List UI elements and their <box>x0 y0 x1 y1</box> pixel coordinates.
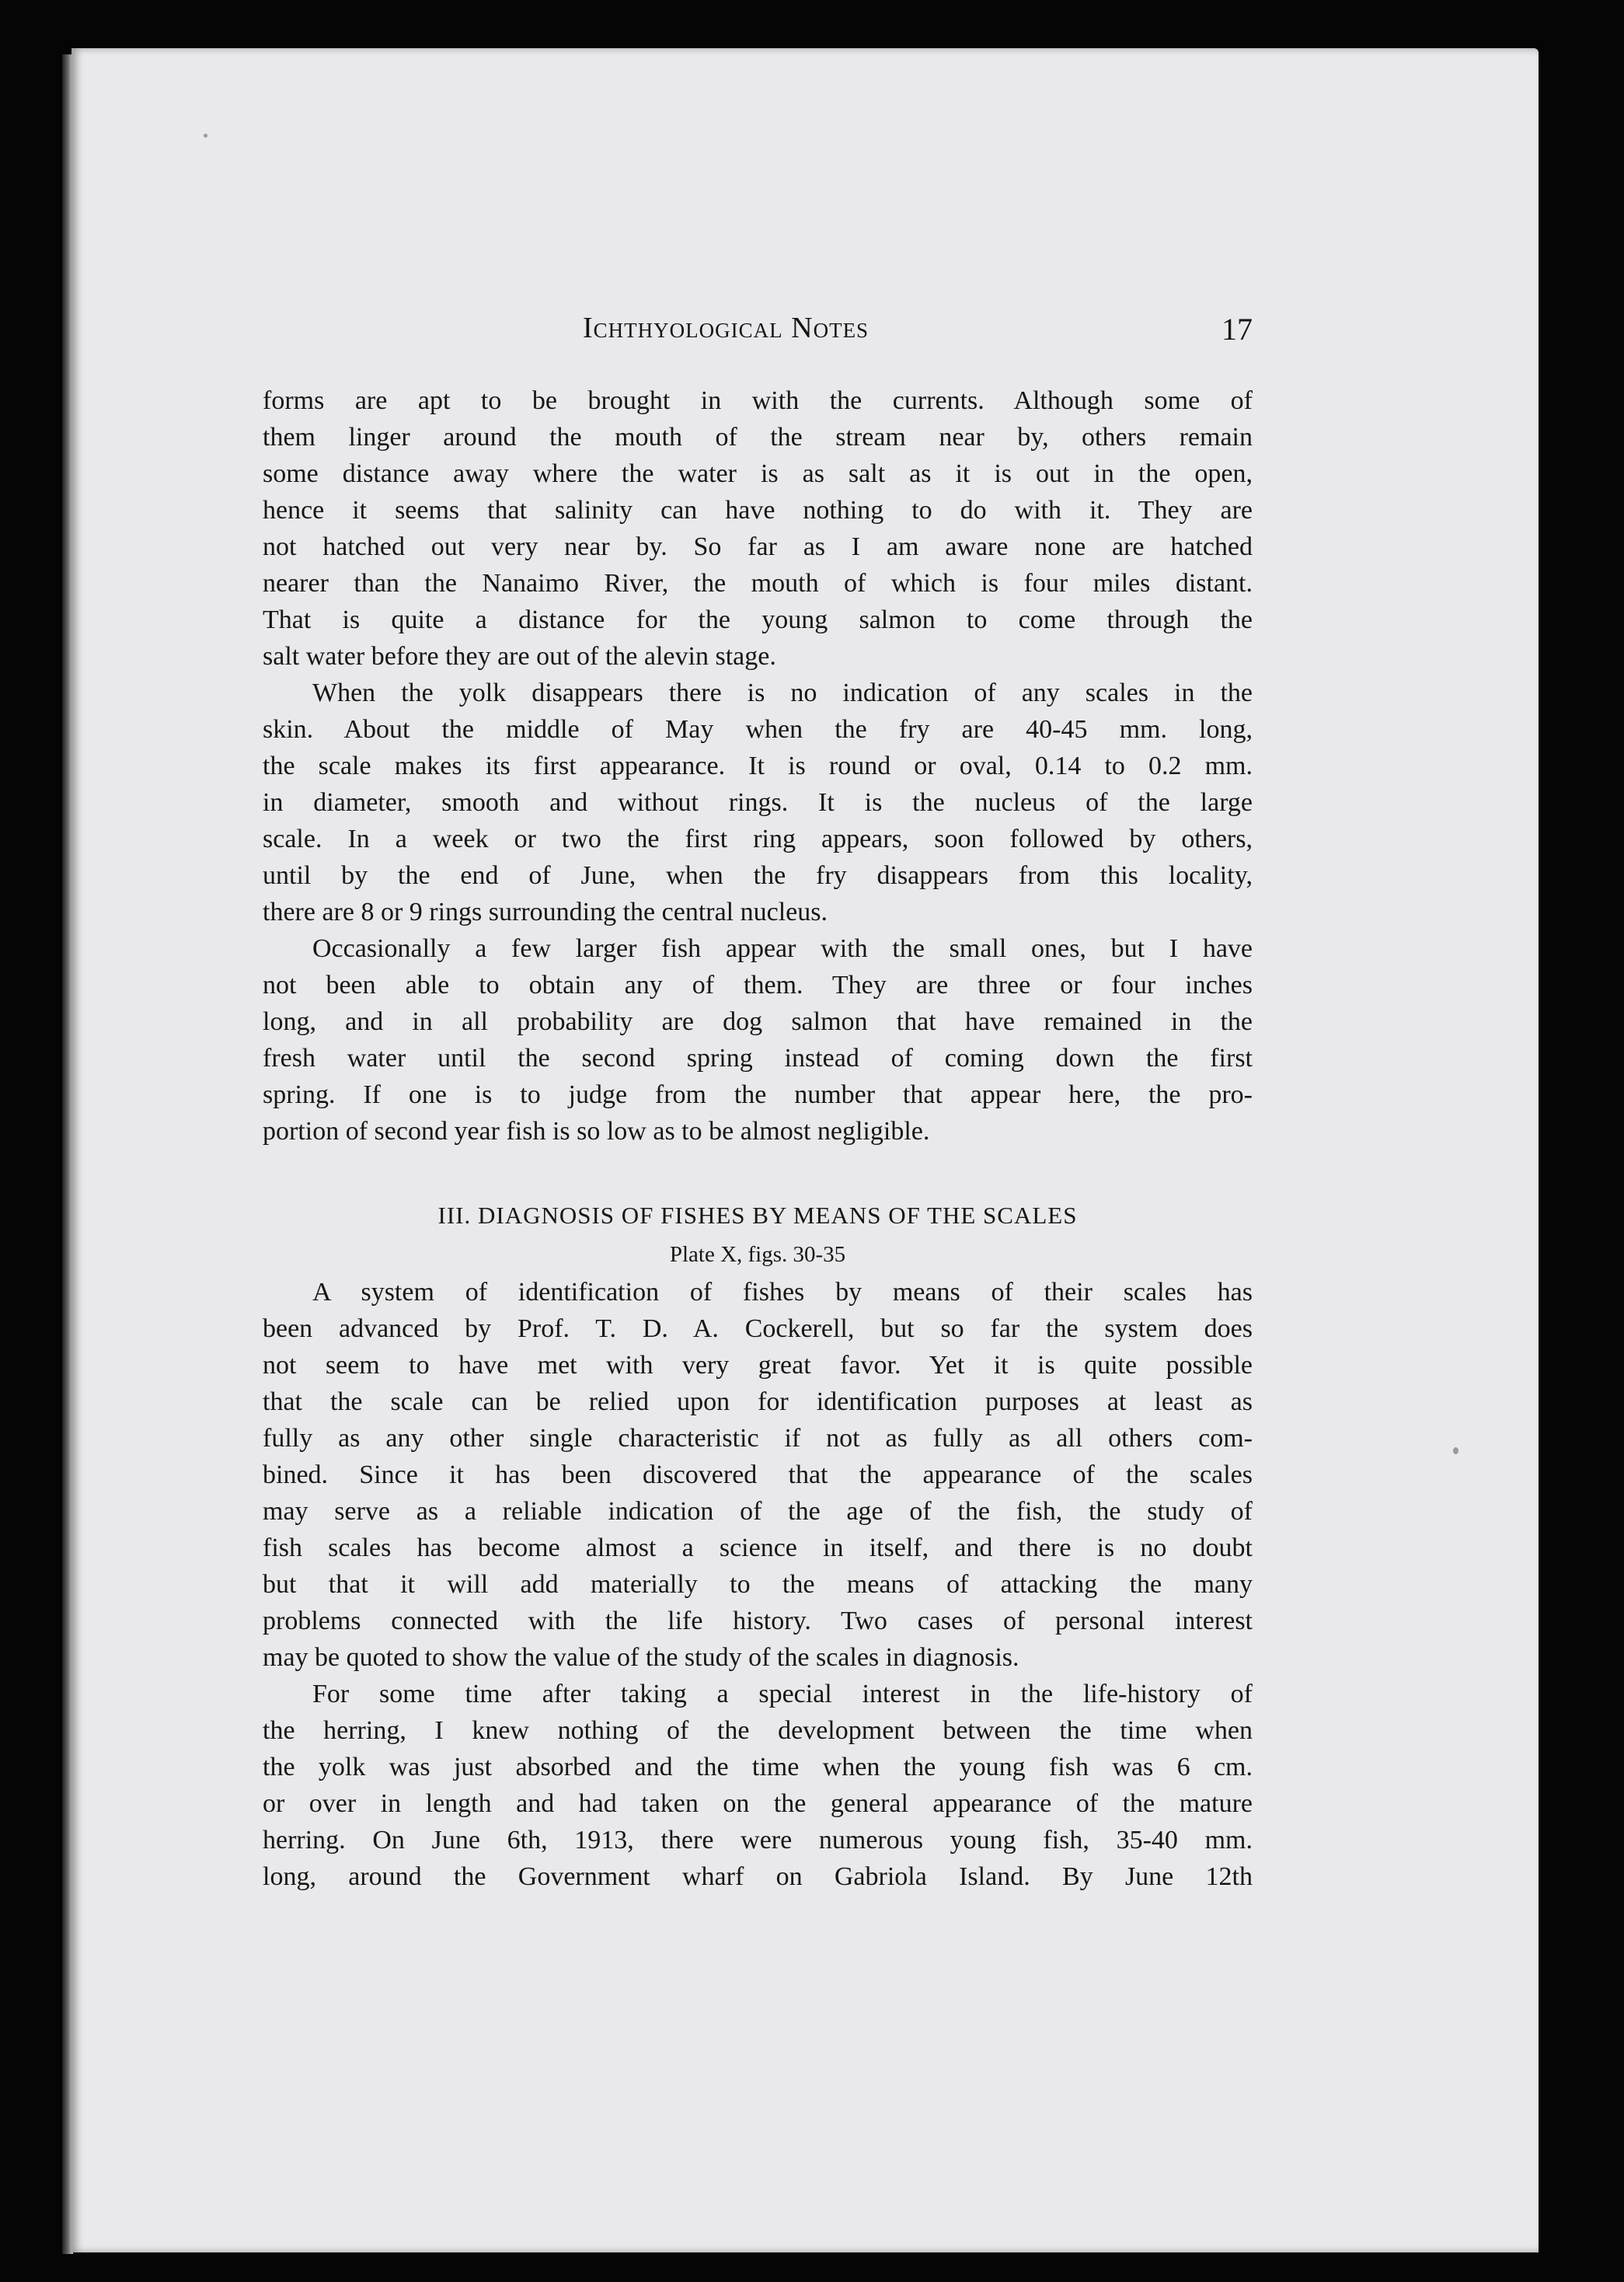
text-line: not seem to have met with very great favor. Yet it is quite possible <box>263 1351 1253 1380</box>
text-line: the scale makes its first appearance. It is round or oval, 0.14 to 0.2 mm. <box>263 752 1253 780</box>
text-line: some distance away where the water is as salt as it is out in the open, <box>263 459 1253 488</box>
text-line: spring. If one is to judge from the number that appear here, the pro- <box>263 1080 1253 1109</box>
text-line: Occasionally a few larger fish appear with the small ones, but I have <box>312 934 1253 963</box>
text-line: may serve as a reliable indication of the age of the fish, the study of <box>263 1497 1253 1526</box>
paragraph <box>263 675 1253 930</box>
paper-speck <box>1453 1447 1458 1454</box>
text-line: in diameter, smooth and without rings. It is the nucleus of the large <box>263 788 1253 817</box>
paper-speck <box>204 134 207 138</box>
text-line: scale. In a week or two the first ring appears, soon followed by others, <box>263 825 1253 853</box>
text-line: For some time after taking a special interest in the life-history of <box>312 1680 1253 1708</box>
text-line: long, around the Government wharf on Gabriola Island. By June 12th <box>263 1862 1253 1891</box>
text-line: fully as any other single characteristic if not as fully as all others com- <box>263 1424 1253 1453</box>
text-line: that the scale can be relied upon for identification purposes at least as <box>263 1387 1253 1416</box>
text-line: but that it will add materially to the means of attacking the many <box>263 1570 1253 1599</box>
text-line: may be quoted to show the value of the study of the scales in diagnosis. <box>263 1643 1019 1672</box>
text-line: the yolk was just absorbed and the time when the young fish was 6 cm. <box>263 1753 1253 1781</box>
paragraph <box>263 1274 1253 1676</box>
text-line: fresh water until the second spring instead of coming down the first <box>263 1044 1253 1073</box>
text-line: portion of second year fish is so low as to be almost negligible. <box>263 1117 930 1146</box>
text-line: forms are apt to be brought in with the currents. Although some of <box>263 386 1253 415</box>
running-head: Ichthyological Notes <box>583 312 870 344</box>
section-title: III. DIAGNOSIS OF FISHES BY MEANS OF THE SCALES <box>437 1202 1078 1229</box>
paragraph <box>263 930 1253 1150</box>
text-line: nearer than the Nanaimo River, the mouth of which is four miles distant. <box>263 569 1253 598</box>
text-line: fish scales has become almost a science in itself, and there is no doubt <box>263 1534 1253 1562</box>
plate-reference: Plate X, figs. 30-35 <box>669 1242 846 1267</box>
text-line: been advanced by Prof. T. D. A. Cockerell, but so far the system does <box>263 1314 1253 1343</box>
text-line: them linger around the mouth of the stream near by, others remain <box>263 423 1253 452</box>
body-text <box>263 382 1253 1895</box>
text-line: not hatched out very near by. So far as I am aware none are hatched <box>263 532 1253 561</box>
section-spacer <box>263 1150 1253 1196</box>
text-line: skin. About the middle of May when the fry are 40-45 mm. long, <box>263 715 1253 744</box>
text-line: there are 8 or 9 rings surrounding the central nucleus. <box>263 898 828 926</box>
paragraph <box>263 1676 1253 1895</box>
paragraph <box>263 382 1253 675</box>
text-line: A system of identification of fishes by means of their scales has <box>312 1278 1253 1307</box>
text-line: or over in length and had taken on the general appearance of the mature <box>263 1789 1253 1818</box>
text-line: long, and in all probability are dog salmon that have remained in the <box>263 1007 1253 1036</box>
text-line: salt water before they are out of the alevin stage. <box>263 642 776 671</box>
text-line: When the yolk disappears there is no indication of any scales in the <box>312 679 1253 707</box>
text-line: until by the end of June, when the fry disappears from this locality, <box>263 861 1253 890</box>
text-line: problems connected with the life history. Two cases of personal interest <box>263 1607 1253 1635</box>
text-line: bined. Since it has been discovered that the appearance of the scales <box>263 1460 1253 1489</box>
text-line: herring. On June 6th, 1913, there were numerous young fish, 35-40 mm. <box>263 1826 1253 1855</box>
text-line: That is quite a distance for the young salmon to come through the <box>263 605 1253 634</box>
text-line: hence it seems that salinity can have nothing to do with it. They are <box>263 496 1253 525</box>
text-line: the herring, I knew nothing of the development between the time when <box>263 1716 1253 1745</box>
text-line: not been able to obtain any of them. They are three or four inches <box>263 971 1253 1000</box>
page-number: 17 <box>1221 312 1253 347</box>
page-header <box>264 311 1253 351</box>
